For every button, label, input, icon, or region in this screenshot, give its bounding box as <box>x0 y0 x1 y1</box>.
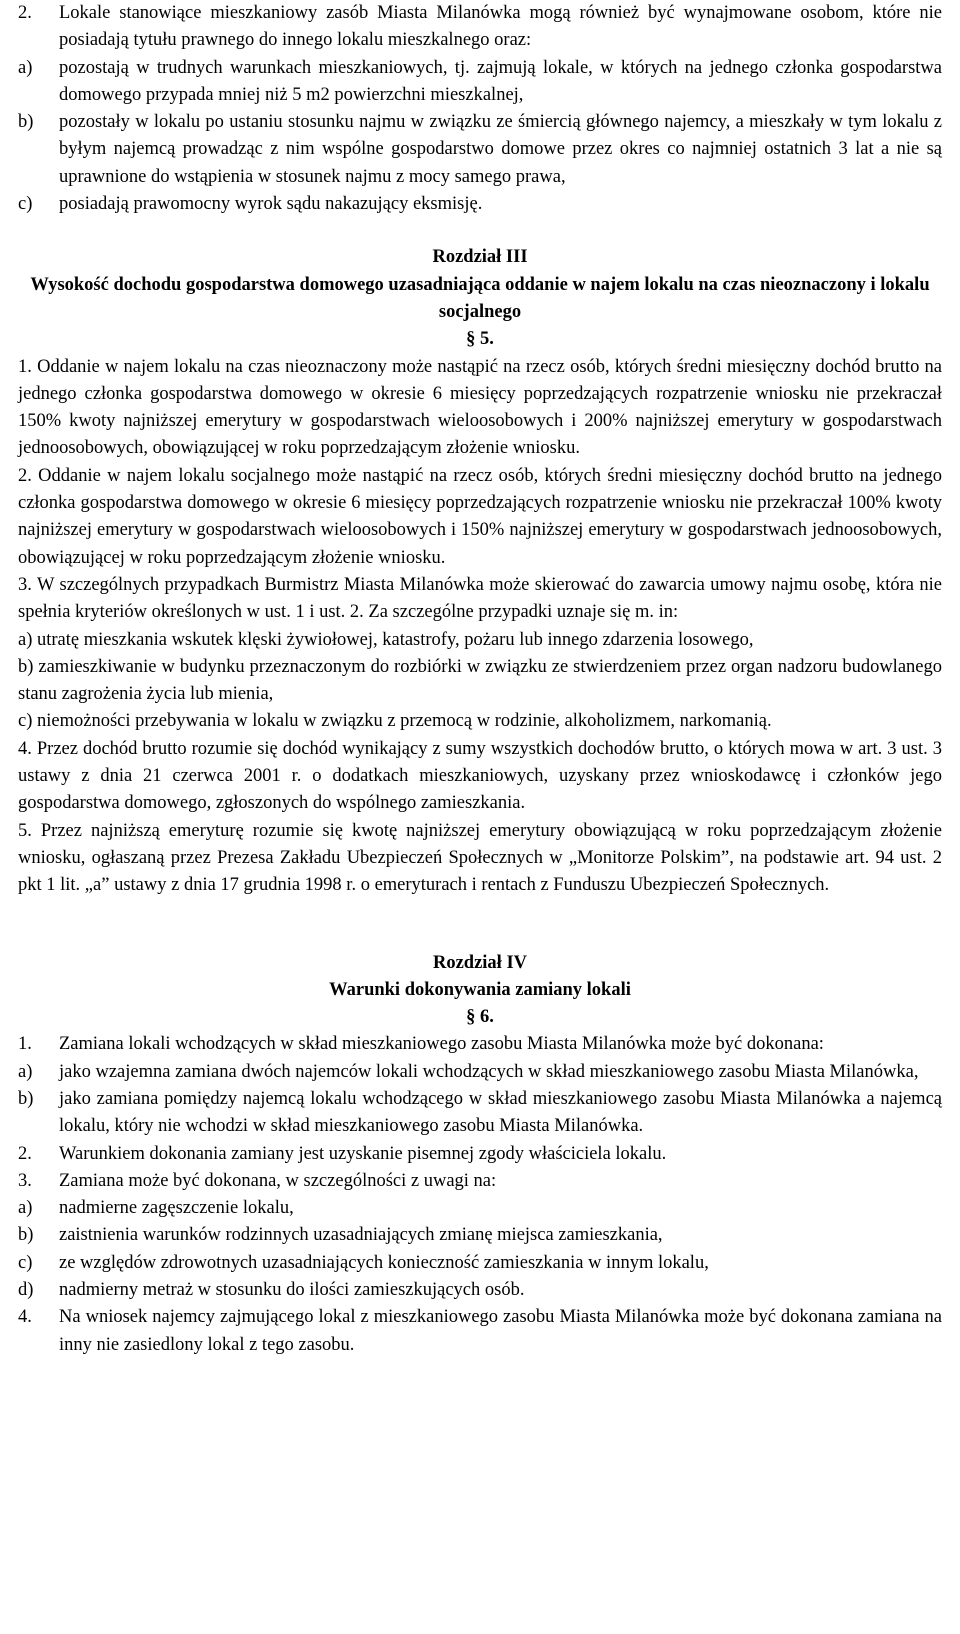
list-marker: a) <box>18 1198 33 1219</box>
list-marker: 4. <box>18 1307 32 1328</box>
list-item <box>18 109 942 191</box>
chapter-title: Rozdział IV <box>432 952 528 973</box>
list-marker: a) <box>18 57 33 78</box>
paragraph: 5. Przez najniższą emeryturę rozumie się kwotę najniższej emerytury obowiązującą w roku poprzedzającym złożenie wniosku, ogłaszaną przez Prezesa Zakładu Ubezpieczeń Społecznych w „Monitorze Polskim”, na podstawie art. 94 ust. 2 pkt 1 lit. „a” ustawy z dnia 17 grudnia 1998 r. o emeryturach i rentach z Funduszu Ubezpieczeń Społecznych. <box>18 820 942 896</box>
list-item <box>18 0 942 55</box>
list-text: Warunkiem dokonania zamiany jest uzyskanie pisemnej zgody właściciela lokalu. <box>59 1143 667 1164</box>
list-item <box>18 1031 942 1058</box>
chapter-title: Rozdział III <box>432 247 528 268</box>
list-text: Na wniosek najemcy zajmującego lokal z mieszkaniowego zasobu Miasta Milanówka może być dokonana zamiana na inny nie zasiedlony lokal z tego zasobu. <box>59 1307 942 1355</box>
list-text: pozostają w trudnych warunkach mieszkaniowych, tj. zajmują lokale, w których na jednego członka gospodarstwa domowego przypada mniej niż 5 m2 powierzchni mieszkalnej, <box>59 57 942 105</box>
list-marker: d) <box>18 1280 34 1301</box>
list-item <box>18 1222 942 1249</box>
chapter-subtitle: Wysokość dochodu gospodarstwa domowego uzasadniająca oddanie w najem lokalu na czas nieoznaczony i lokalu socjalnego <box>30 274 930 322</box>
chapter-subtitle: Warunki dokonywania zamiany lokali <box>329 979 631 1000</box>
list-text: jako wzajemna zamiana dwóch najemców lokali wchodzących w skład mieszkaniowego zasobu Miasta Milanówka, <box>59 1061 919 1082</box>
list-item <box>18 1086 942 1141</box>
list-marker: c) <box>18 194 33 215</box>
list-text: pozostały w lokalu po ustaniu stosunku najmu w związku ze śmiercią głównego najemcy, a mieszkały w tym lokalu z byłym najemcą prowadząc z nim wspólne gospodarstwo domowe przez okres co najmniej ostatnich 3 lat a nie są uprawnione do wstąpienia w stosunek najmu z mocy samego prawa, <box>59 112 942 187</box>
list-text: nadmierne zagęszczenie lokalu, <box>59 1198 294 1219</box>
list-text: nadmierny metraż w stosunku do ilości zamieszkujących osób. <box>59 1280 525 1301</box>
paragraph: 4. Przez dochód brutto rozumie się dochód wynikający z sumy wszystkich dochodów brutto, o których mowa w art. 3 ust. 3 ustawy z dnia 21 czerwca 2001 r. o dodatkach mieszkaniowych, uzyskany przez wnioskodawcę i członków jego gospodarstwa domowego, zgłoszonych do wspólnego zamieszkania. <box>18 738 942 814</box>
paragraph: 1. Oddanie w najem lokalu na czas nieoznaczony może nastąpić na rzecz osób, których średni miesięczny dochód brutto na jednego członka gospodarstwa domowego w okresie 6 miesięcy poprzedzających rozpatrzenie wniosku nie przekraczał 150% kwoty najniższej emerytury w gospodarstwach wieloosobowych i 200% najniższej emerytury w gospodarstwach jednoosobowych, obowiązującej w roku poprzedzającym złożenie wniosku. <box>18 356 942 459</box>
list-marker: b) <box>18 1088 34 1109</box>
paragraph: c) niemożności przebywania w lokalu w związku z przemocą w rodzinie, alkoholizmem, narkomanią. <box>18 711 772 732</box>
list-text: posiadają prawomocny wyrok sądu nakazujący eksmisję. <box>59 194 483 215</box>
list-item <box>18 1250 942 1277</box>
list-item <box>18 1168 942 1195</box>
list-marker: 3. <box>18 1170 32 1191</box>
section-heading: § 5. <box>466 329 494 350</box>
list-text: jako zamiana pomiędzy najemcą lokalu wchodzącego w skład mieszkaniowego zasobu Miasta Milanówka a najemcą lokalu, który nie wchodzi w skład mieszkaniowego zasobu Miasta Milanówka. <box>59 1088 942 1137</box>
paragraph: a) utratę mieszkania wskutek klęski żywiołowej, katastrofy, pożaru lub innego zdarzenia losowego, <box>18 629 754 650</box>
list-marker: b) <box>18 112 34 133</box>
list-marker: 2. <box>18 1143 32 1164</box>
paragraph: b) zamieszkiwanie w budynku przeznaczonym do rozbiórki w związku ze stwierdzeniem przez organ nadzoru budowlanego stanu zagrożenia życia lub mienia, <box>18 656 942 705</box>
list-marker: 2. <box>18 3 32 23</box>
list-item <box>18 1195 942 1222</box>
list-item <box>18 191 942 218</box>
list-text: Lokale stanowiące mieszkaniowy zasób Miasta Milanówka mogą również być wynajmowane osobom, które nie posiadają tytułu prawnego do innego lokalu mieszkalnego oraz: <box>59 3 942 51</box>
paragraph: 3. W szczególnych przypadkach Burmistrz Miasta Milanówka może skierować do zawarcia umowy najmu osobę, która nie spełnia kryteriów określonych w ust. 1 i ust. 2. Za szczególne przypadki uznaje się m. in: <box>18 574 942 623</box>
list-text: ze względów zdrowotnych uzasadniających konieczność zamieszkania w innym lokalu, <box>59 1252 709 1273</box>
list-text: Zamiana może być dokonana, w szczególności z uwagi na: <box>59 1170 497 1191</box>
list-marker: c) <box>18 1252 33 1273</box>
list-marker: 1. <box>18 1034 32 1055</box>
list-item <box>18 1304 942 1359</box>
paragraph: 2. Oddanie w najem lokalu socjalnego może nastąpić na rzecz osób, których średni miesięczny dochód brutto na jednego członka gospodarstwa domowego w okresie 6 miesięcy poprzedzających rozpatrzenie wniosku nie przekraczał 100% kwoty najniższej emerytury w gospodarstwach wieloosobowych i 150% najniższej emerytury w gospodarstwach jednoosobowych, obowiązującej w roku poprzedzającym złożenie wniosku. <box>18 465 942 568</box>
list-text: zaistnienia warunków rodzinnych uzasadniających zmianę miejsca zamieszkania, <box>59 1225 663 1246</box>
list-item <box>18 1277 942 1304</box>
list-item <box>18 1059 942 1086</box>
section-heading: § 6. <box>466 1007 494 1028</box>
list-item <box>18 55 942 110</box>
list-marker: b) <box>18 1225 34 1246</box>
list-text: Zamiana lokali wchodzących w skład mieszkaniowego zasobu Miasta Milanówka może być dokonana: <box>59 1034 824 1055</box>
list-item <box>18 1141 942 1168</box>
list-marker: a) <box>18 1061 33 1082</box>
